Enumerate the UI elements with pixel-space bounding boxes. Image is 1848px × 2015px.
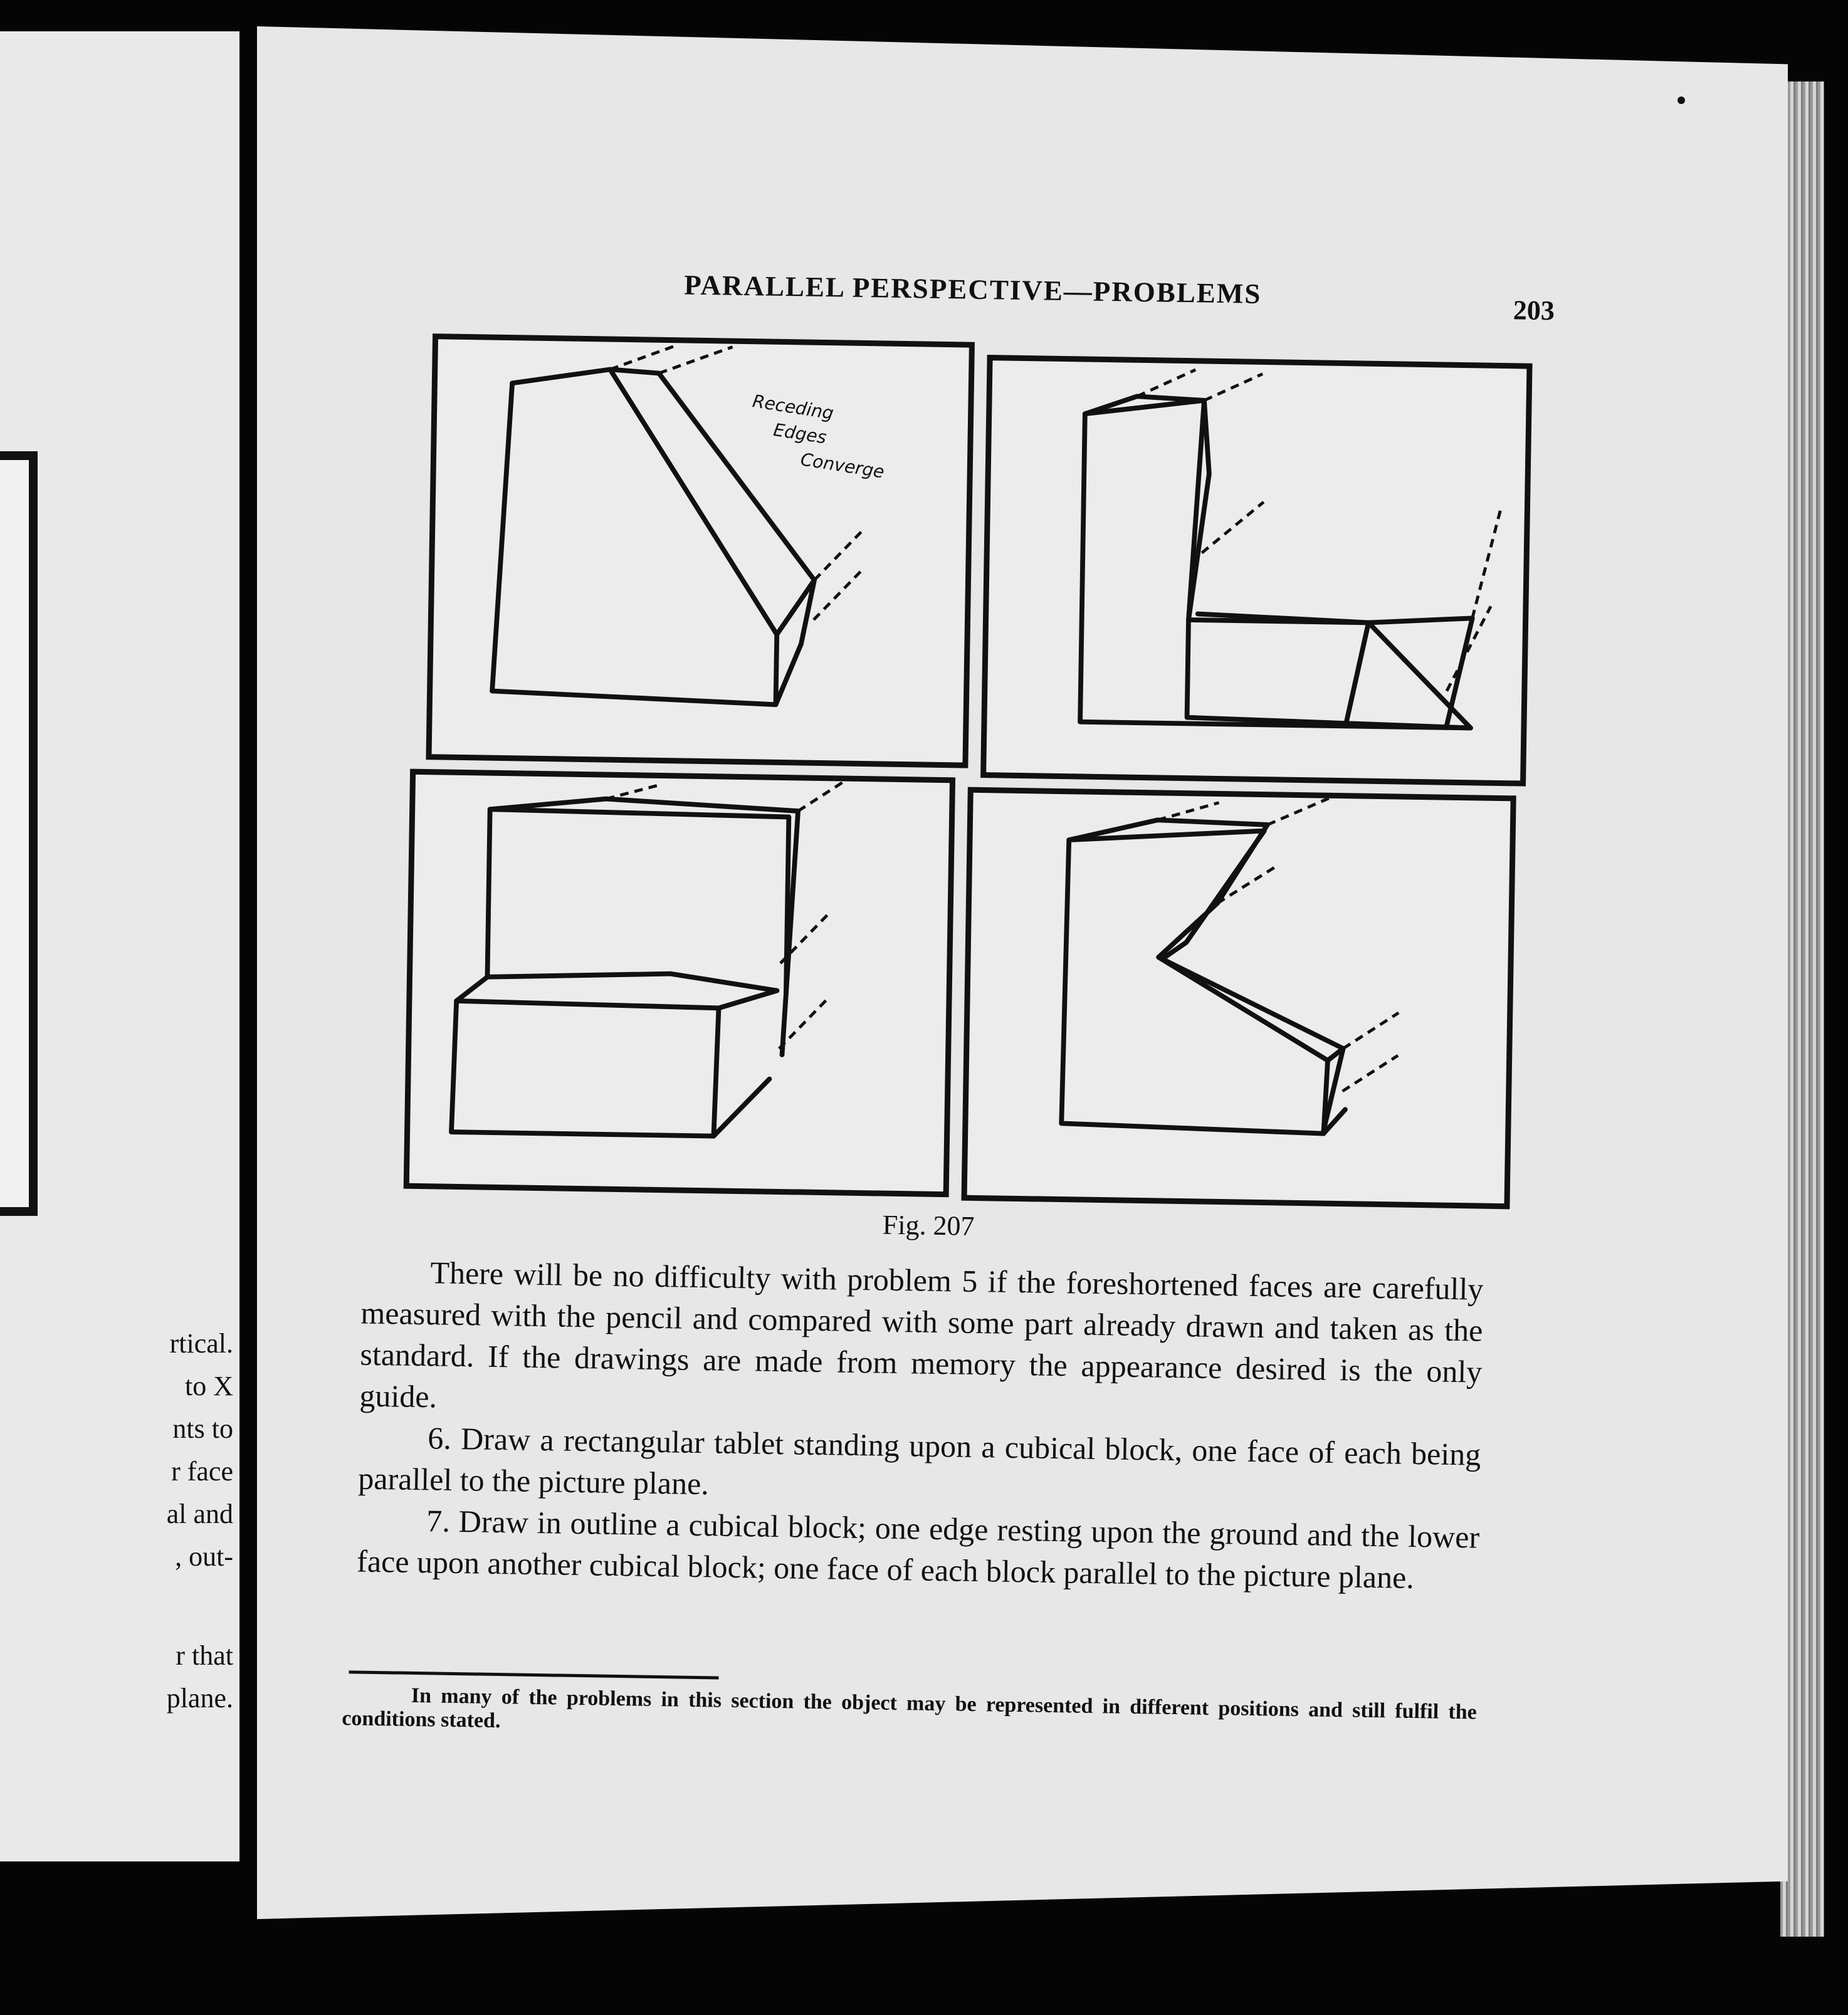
left-page-line: r face — [171, 1456, 233, 1487]
figure-panel-stepped-block — [404, 769, 955, 1198]
left-page-line: , out- — [175, 1541, 233, 1572]
figure-panel-notched-block — [961, 787, 1516, 1210]
annotation-line: Converge — [799, 449, 886, 483]
footnote-text: In many of the problems in this section the object may be represented in different positions and still fulfil the conditions stated. — [342, 1683, 1478, 1733]
left-page-line: al and — [166, 1499, 233, 1529]
annotation-line: Receding — [751, 390, 836, 424]
stepped-block-drawing — [409, 775, 950, 1191]
annotation-line: Edges — [772, 419, 828, 448]
running-head: PARALLEL PERSPECTIVE—PROBLEMS — [683, 269, 1262, 310]
left-page-line: nts to — [172, 1413, 233, 1444]
left-page-line: to X — [185, 1371, 233, 1401]
paragraph: There will be no difficulty with problem 5 if the foreshortened faces are carefully measured with the pencil and compared with some part already drawn and taken as the standard. If the drawings are made from memory the appearance desired is the only guide. — [359, 1255, 1484, 1415]
notched-block-drawing — [967, 793, 1511, 1203]
left-page-line: rtical. — [169, 1328, 233, 1359]
left-page-line: r that — [176, 1640, 233, 1671]
sloped-block-drawing — [432, 339, 969, 762]
left-page-line: plane. — [166, 1683, 233, 1714]
body-text — [357, 1251, 1484, 1599]
paragraph: 7. Draw in outline a cubical block; one edge resting upon the ground and the lower face upon another cubical block; one face of each block parallel to the picture plane. — [356, 1503, 1480, 1595]
figure-panel-l-block — [980, 355, 1532, 787]
page-number: 203 — [1513, 295, 1555, 327]
paragraph: 6. Draw a rectangular tablet standing upon a cubical block, one face of each being parallel to the picture plane. — [357, 1420, 1481, 1502]
figure-panel-sloped-block — [426, 333, 975, 768]
footnote — [342, 1683, 1477, 1748]
figure-caption: Fig. 207 — [882, 1209, 975, 1242]
footnote-rule — [349, 1670, 719, 1679]
l-block-drawing — [986, 360, 1526, 780]
